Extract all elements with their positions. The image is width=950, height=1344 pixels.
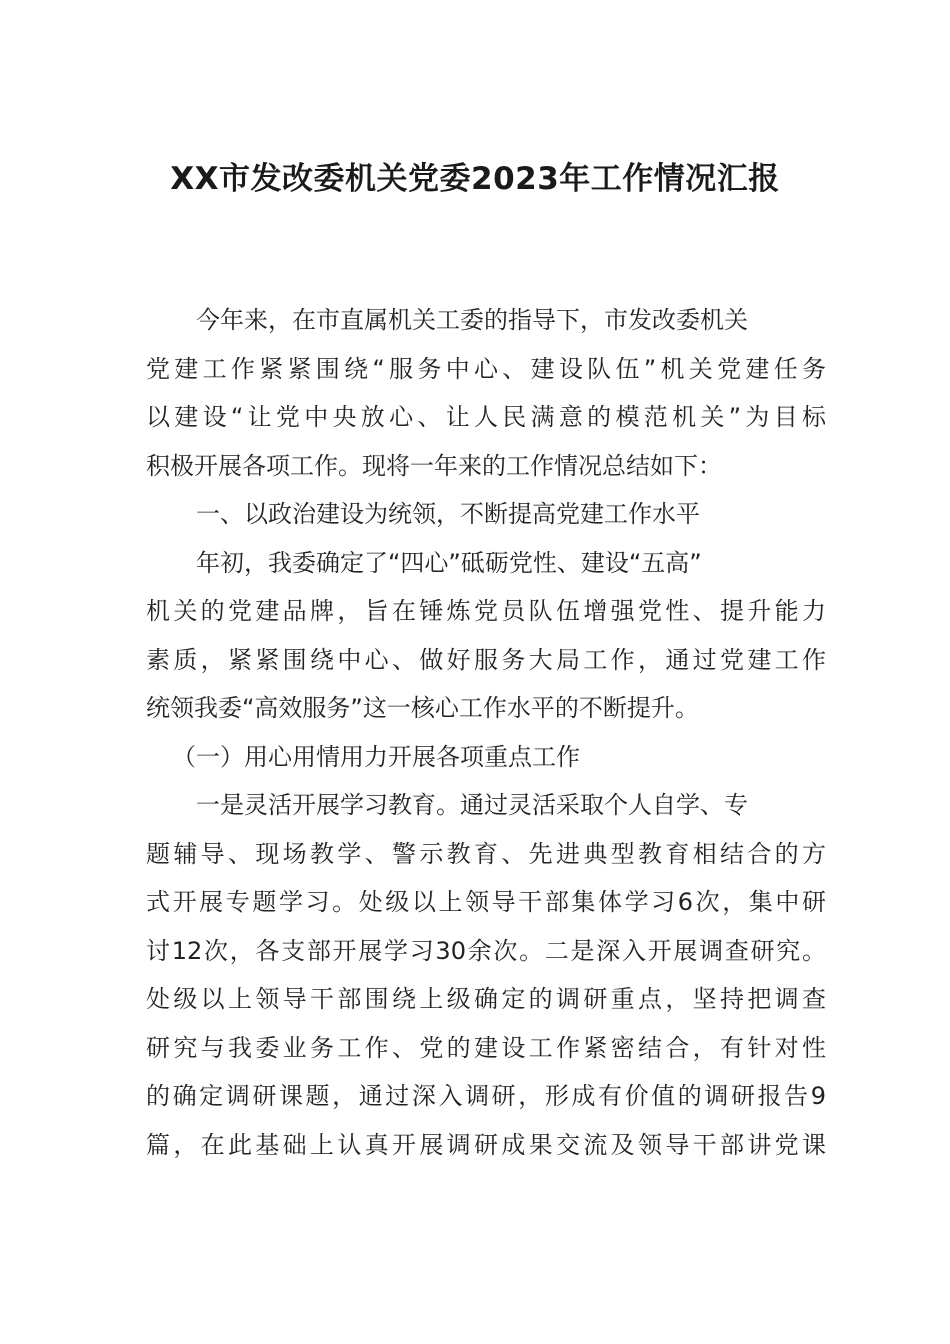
paragraph-line: 年初，我委确定了“四心”砥砺党性、建设“五高” (196, 548, 702, 577)
paragraph-line: 的确定调研课题，通过深入调研，形成有价值的调研报告9 (146, 1082, 826, 1110)
section-heading: 一、以政治建设为统领，不断提高党建工作水平 (196, 500, 700, 528)
paragraph-line: 素质，紧紧围绕中心、做好服务大局工作，通过党建工作 (146, 645, 826, 674)
paragraph-line: 党建工作紧紧围绕“服务中心、建设队伍”机关党建任务 (146, 354, 826, 383)
paragraph-line: 研究与我委业务工作、党的建设工作紧密结合，有针对性 (146, 1033, 826, 1062)
paragraph-line: 机关的党建品牌，旨在锤炼党员队伍增强党性、提升能力 (146, 597, 826, 625)
paragraph-line: 一是灵活开展学习教育。通过灵活采取个人自学、专 (196, 791, 748, 819)
paragraph-line: 统领我委“高效服务”这一核心工作水平的不断提升。 (146, 694, 699, 722)
paragraph-line: 今年来，在市直属机关工委的指导下，市发改委机关 (196, 306, 748, 334)
paragraph-line: 积极开展各项工作。现将一年来的工作情况总结如下： (146, 451, 722, 480)
paragraph-line: 题辅导、现场教学、警示教育、先进典型教育相结合的方 (146, 839, 826, 868)
document-title: XX市发改委机关党委2023年工作情况汇报 (170, 161, 780, 197)
paragraph-line: 式开展专题学习。处级以上领导干部集体学习6次，集中研 (146, 888, 826, 916)
paragraph-line: 以建设“让党中央放心、让人民满意的模范机关”为目标 (146, 403, 826, 431)
document-body (146, 296, 826, 1169)
paragraph-line: 篇，在此基础上认真开展调研成果交流及领导干部讲党课 (146, 1130, 826, 1159)
paragraph-line: 处级以上领导干部围绕上级确定的调研重点，坚持把调查 (146, 985, 826, 1013)
paragraph-line: 讨12次，各支部开展学习30余次。二是深入开展调查研究。 (146, 936, 826, 965)
subsection-heading: （一）用心用情用力开展各项重点工作 (172, 742, 580, 771)
